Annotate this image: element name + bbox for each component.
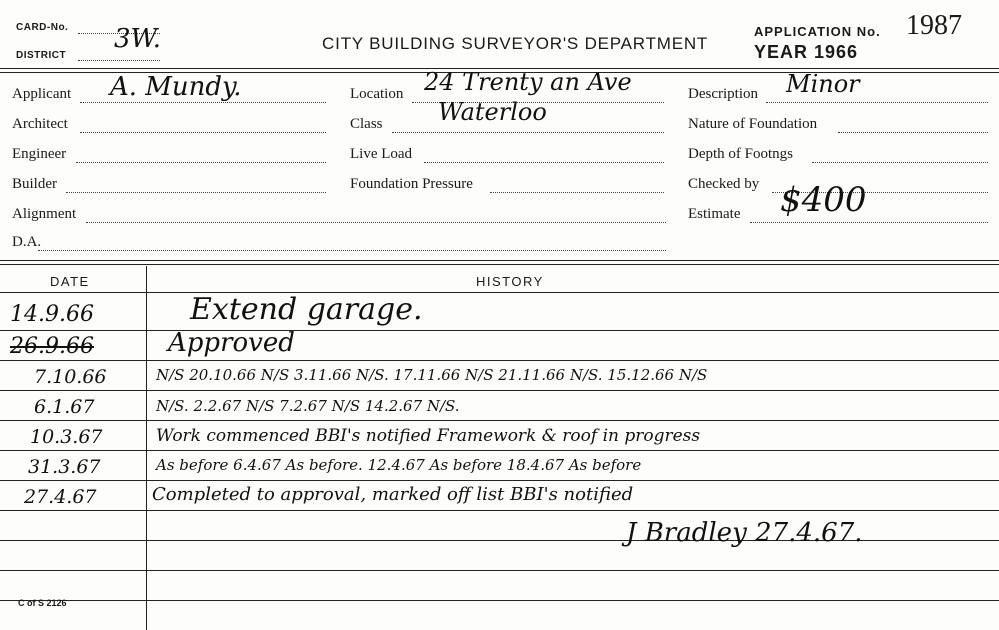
row-line: [0, 420, 999, 421]
row-date: 7.10.66: [34, 366, 107, 388]
location-value-line1: 24 Trenty an Ave: [424, 68, 632, 96]
applicant-value: A. Mundy.: [110, 72, 242, 102]
row-line: [0, 510, 999, 511]
alignment-line: [86, 222, 666, 223]
alignment-label: Alignment: [12, 206, 77, 222]
row-line: [0, 570, 999, 571]
live-load-label: Live Load: [350, 146, 413, 162]
row-history: As before 6.4.67 As before. 12.4.67 As before 18.4.67 As before: [156, 456, 642, 474]
foundation-pressure-line: [490, 192, 664, 193]
row-line: [0, 390, 999, 391]
card-no-label: CARD-No.: [16, 22, 69, 33]
estimate-line: [750, 222, 988, 223]
row-date: 31.3.67: [28, 456, 101, 478]
applicant-line: [80, 102, 326, 103]
form-code: C of S 2126: [18, 598, 67, 608]
row-date: 27.4.67: [24, 486, 97, 508]
architect-label: Architect: [12, 116, 68, 132]
da-label: D.A.: [12, 234, 42, 250]
row-history: N/S. 2.2.67 N/S 7.2.67 N/S 14.2.67 N/S.: [156, 397, 460, 415]
district-value: 3W.: [114, 24, 161, 54]
department-title: CITY BUILDING SURVEYOR'S DEPARTMENT: [322, 34, 709, 53]
estimate-label: Estimate: [688, 206, 741, 222]
depth-of-footings-label: Depth of Footngs: [688, 146, 793, 162]
row-line: [0, 330, 999, 331]
row-line: [0, 450, 999, 451]
location-value-line2: Waterloo: [438, 98, 547, 126]
date-column-header: DATE: [50, 274, 90, 289]
description-line: [766, 102, 988, 103]
date-column-divider: [146, 266, 147, 630]
row-history: Work commenced BBI's notified Framework & roof in progress: [156, 426, 701, 446]
row-date: 14.9.66: [10, 302, 94, 327]
engineer-label: Engineer: [12, 146, 67, 162]
row-date: 26.9.66: [10, 334, 94, 359]
description-label: Description: [688, 86, 758, 102]
class-label: Class: [350, 116, 383, 132]
row-line: [0, 600, 999, 601]
section-rule-bottom: [0, 264, 999, 265]
checked-by-label: Checked by: [688, 176, 760, 192]
row-history: Approved: [168, 328, 295, 358]
da-line: [38, 250, 666, 251]
year-label: YEAR 1966: [754, 42, 859, 62]
district-label: DISTRICT: [16, 50, 67, 61]
row-line: [0, 480, 999, 481]
builder-line: [66, 192, 326, 193]
foundation-pressure-label: Foundation Pressure: [350, 176, 473, 192]
application-label: APPLICATION No.: [754, 24, 881, 39]
history-column-header: HISTORY: [476, 274, 544, 289]
row-history: Completed to approval, marked off list BBI's notified: [152, 484, 634, 505]
table-header-rule: [0, 292, 999, 293]
nature-of-foundation-label: Nature of Foundation: [688, 116, 818, 132]
location-label: Location: [350, 86, 404, 102]
class-line: [392, 132, 664, 133]
estimate-value: $400: [780, 180, 867, 220]
row-line: [0, 360, 999, 361]
application-number: 1987: [906, 10, 962, 41]
description-value: Minor: [786, 70, 860, 98]
row-date: 10.3.67: [30, 426, 103, 448]
row-date: 6.1.67: [34, 396, 95, 418]
section-rule-top: [0, 260, 999, 261]
nature-of-foundation-line: [838, 132, 988, 133]
inspector-signature: J Bradley 27.4.67.: [626, 518, 863, 548]
row-history: N/S 20.10.66 N/S 3.11.66 N/S. 17.11.66 N/S 21.11.66 N/S. 15.12.66 N/S: [156, 366, 708, 384]
engineer-line: [76, 162, 326, 163]
builder-label: Builder: [12, 176, 57, 192]
row-history: Extend garage.: [190, 292, 423, 327]
architect-line: [80, 132, 326, 133]
applicant-label: Applicant: [12, 86, 72, 102]
live-load-line: [424, 162, 664, 163]
district-line: [78, 60, 160, 61]
depth-of-footings-line: [812, 162, 988, 163]
